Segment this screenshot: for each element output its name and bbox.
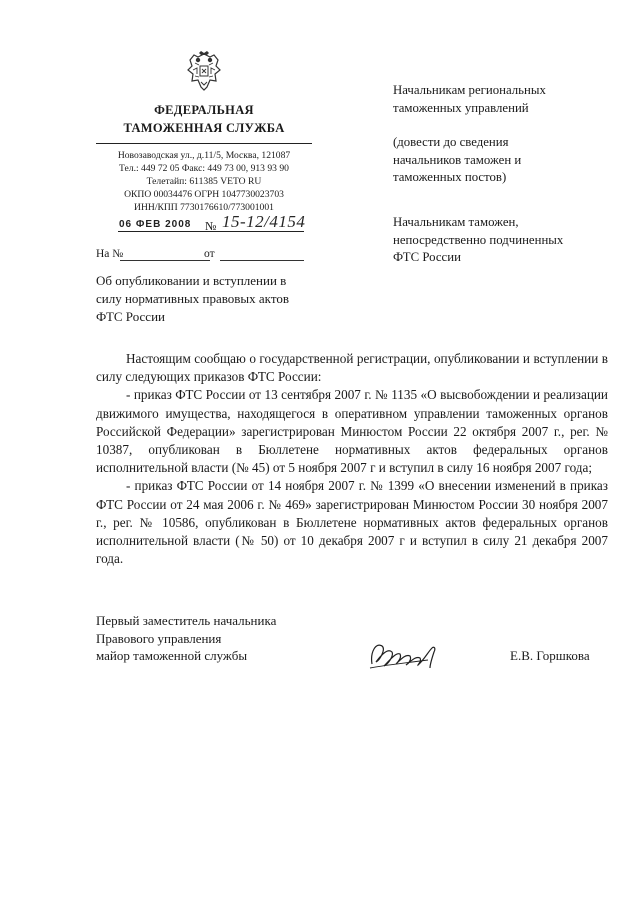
- body-paragraph-order-1399: - приказ ФТС России от 14 ноября 2007 г. № 1399 «О внесении изменений в приказ ФТС России от 24 мая 2006 г. № 469» зарегистрирован Минюстом России 30 ноября 2007 г., рег. № 10586, опубликован в Бюллетене нормативных актов федеральных органов исполнительной власти (№ 50) от 10 декабря 2007 г и вступил в силу 21 декабря 2007 года.: [96, 478, 608, 567]
- signatory-title-line: Правового управления: [96, 630, 222, 646]
- subject-line: Об опубликовании и вступлении в: [96, 273, 287, 288]
- addressee-line: Начальникам региональных: [393, 83, 546, 97]
- addressee-line: таможенных постов): [393, 170, 507, 184]
- reply-to-date-label: от: [204, 248, 215, 260]
- contact-phone: Тел.: 449 72 05 Факс: 449 73 00, 913 93 90: [119, 163, 289, 174]
- addressee-line: (довести до сведения: [393, 135, 509, 149]
- body-paragraph-intro: Настоящим сообщаю о государственной регистрации, опубликовании и вступлении в силу следующих приказов ФТС России:: [96, 351, 608, 385]
- body-paragraph-order-1135: - приказ ФТС России от 13 сентября 2007 г. № 1135 «О высвобождении и реализации движимого имущества, находящегося в оперативном управлении таможенных органов Российской Федерации» зарегистрирован Минюстом России 22 октября 2007 г., рег. № 10387, опубликован в Бюллетене нормативных актов федеральных органов исполнительной власти (№ 45) от 5 ноября 2007 г и вступил в силу 16 ноября 2007 года;: [96, 387, 608, 476]
- letter-body: [96, 350, 608, 568]
- reply-to-label: На №: [96, 248, 124, 260]
- header-divider: [96, 143, 312, 144]
- handwritten-signature-icon: [366, 634, 452, 674]
- signatory-name: Е.В. Горшкова: [510, 648, 590, 663]
- addressee-line: ФТС России: [393, 250, 461, 264]
- contact-address: Новозаводская ул., д.11/5, Москва, 121087: [117, 150, 291, 161]
- russian-coat-of-arms-icon: [185, 50, 223, 94]
- org-name-line1: ФЕДЕРАЛЬНАЯ: [154, 103, 254, 117]
- date-stamp: 06 ФЕВ 2008: [119, 219, 192, 230]
- contact-teletype: Телетайп: 611385 VETO RU: [146, 176, 262, 187]
- signatory-title-line: Первый заместитель начальника: [96, 613, 277, 628]
- addressee-line: непосредственно подчиненных: [393, 232, 564, 247]
- addressee-line: начальников таможен и: [393, 152, 522, 167]
- addressee-line: таможенных управлений: [393, 100, 529, 115]
- signatory-title-line: майор таможенной службы: [96, 648, 248, 663]
- reply-to-number-blank: [120, 260, 210, 261]
- addressee-customs: [393, 214, 593, 267]
- doc-number: 15-12/4154: [222, 212, 306, 231]
- addressee-line: Начальникам таможен,: [393, 215, 519, 229]
- ref-underline: [118, 231, 304, 232]
- reply-to-line: [96, 248, 308, 262]
- reply-to-date-blank: [220, 260, 304, 261]
- addressee-regional: [393, 82, 593, 117]
- contact-inn: ИНН/КПП 7730176610/773001001: [134, 202, 274, 213]
- signatory-title: [96, 612, 356, 665]
- subject: [96, 272, 321, 326]
- number-label: №: [205, 219, 217, 233]
- contact-okpo: ОКПО 00034476 ОГРН 1047730023703: [124, 189, 284, 200]
- org-name-line2: ТАМОЖЕННАЯ СЛУЖБА: [123, 121, 285, 135]
- subject-line: ФТС России: [96, 309, 165, 324]
- addressee-note: [393, 134, 593, 187]
- subject-line: силу нормативных правовых актов: [96, 291, 289, 306]
